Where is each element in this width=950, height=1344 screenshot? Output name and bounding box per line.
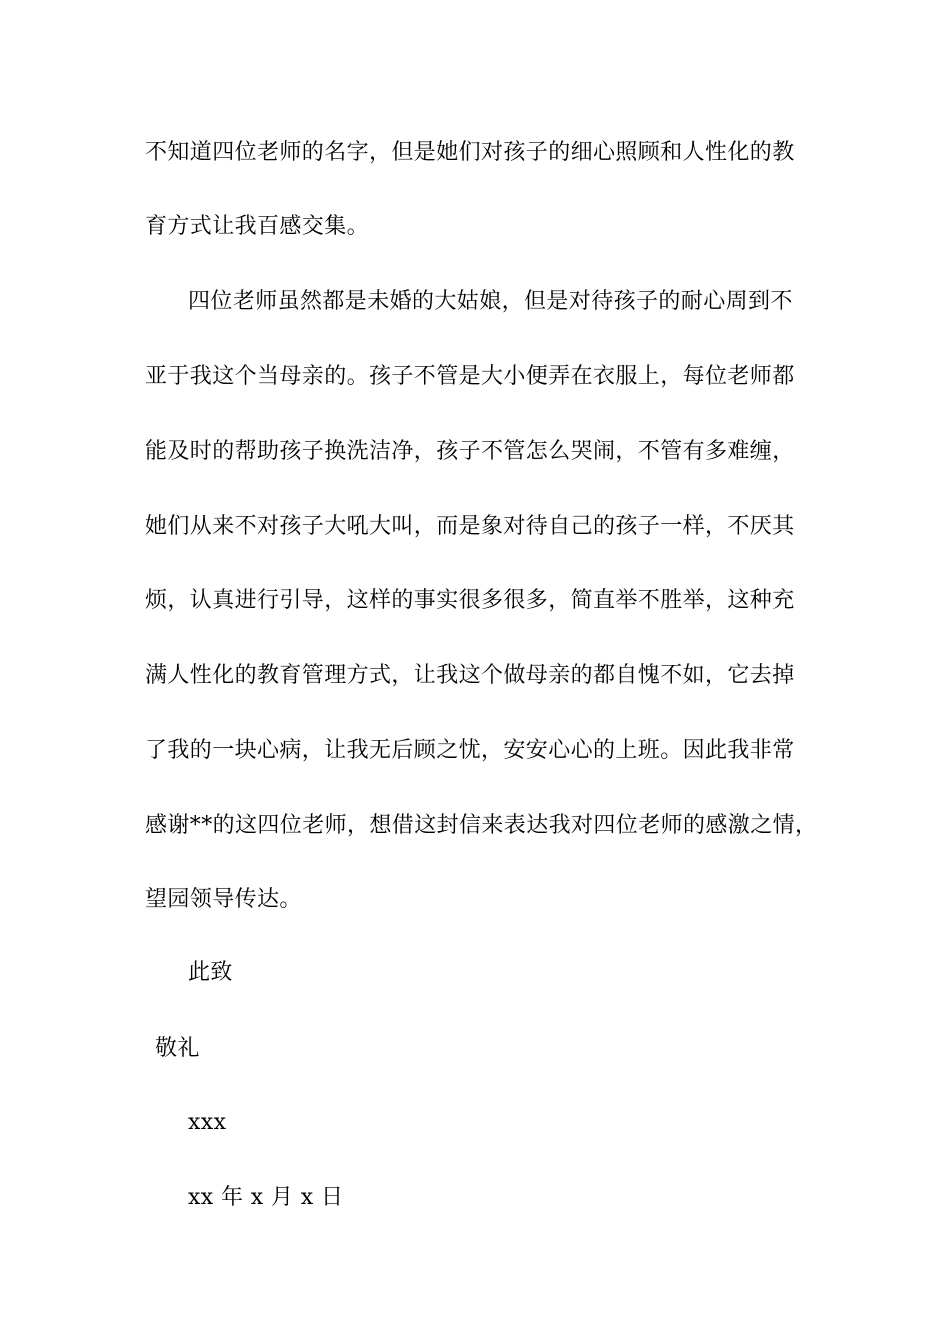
paragraph-2-line-4: 她们从来不对孩子大吼大叫，而是象对待自己的孩子一样，不厌其 xyxy=(145,514,795,539)
closing-text: 此致 xyxy=(188,960,233,985)
paragraph-2-line-9: 望园领导传达。 xyxy=(145,887,302,912)
paragraph-2-line-6: 满人性化的教育管理方式，让我这个做母亲的都自愧不如，它去掉 xyxy=(145,663,795,688)
date-text: xx 年 x 月 x 日 xyxy=(188,1185,344,1210)
paragraph-2-line-1: 四位老师虽然都是未婚的大姑娘，但是对待孩子的耐心周到不 xyxy=(188,289,793,314)
signature-text: xxx xyxy=(188,1110,227,1135)
paragraph-2-line-8: 感谢**的这四位老师，想借这封信来表达我对四位老师的感激之情， xyxy=(145,813,818,838)
salute-text: 敬礼 xyxy=(155,1036,200,1061)
paragraph-2-line-5: 烦，认真进行引导，这样的事实很多很多，简直举不胜举，这种充 xyxy=(145,588,795,613)
paragraph-1-line-2: 育方式让我百感交集。 xyxy=(145,214,370,239)
paragraph-2-line-3: 能及时的帮助孩子换洗洁净，孩子不管怎么哭闹，不管有多难缠， xyxy=(145,439,795,464)
paragraph-2-line-7: 了我的一块心病，让我无后顾之忧，安安心心的上班。因此我非常 xyxy=(145,738,795,763)
paragraph-1-line-1: 不知道四位老师的名字，但是她们对孩子的细心照顾和人性化的教 xyxy=(145,140,795,165)
paragraph-2-line-2: 亚于我这个当母亲的。孩子不管是大小便弄在衣服上，每位老师都 xyxy=(145,364,795,389)
